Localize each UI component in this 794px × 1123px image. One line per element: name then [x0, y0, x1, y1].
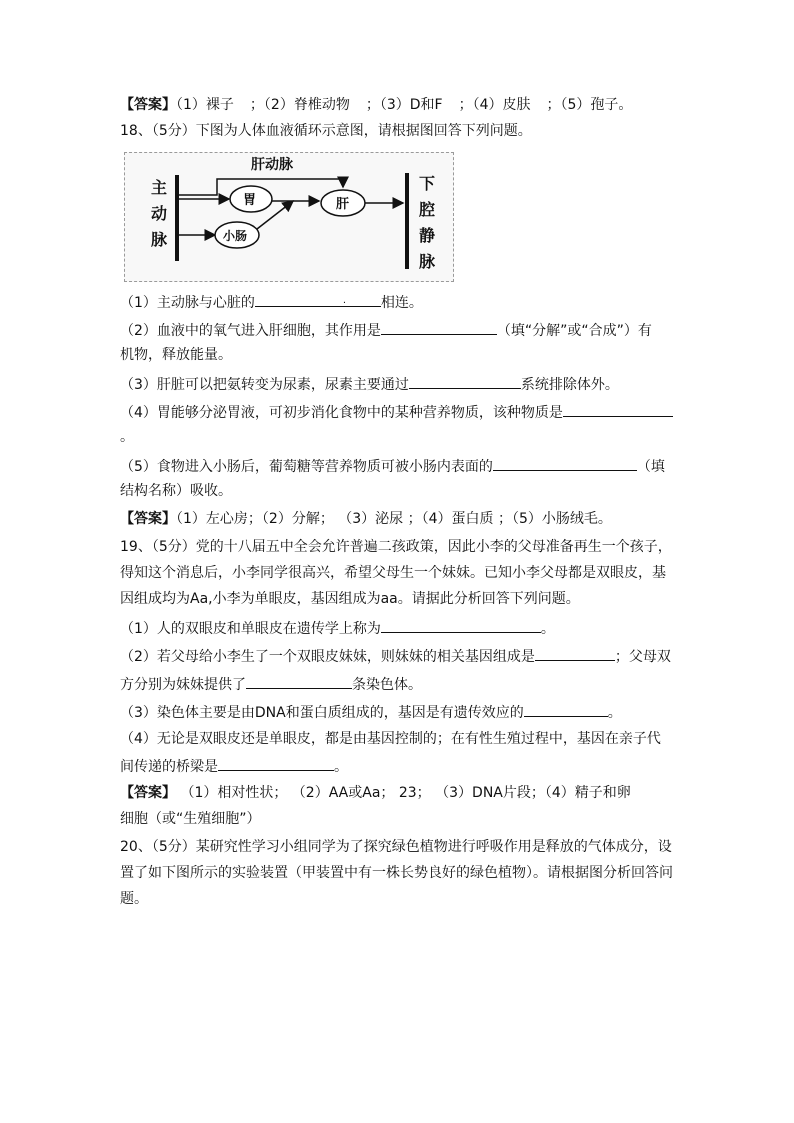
q19-answer-cont: 细胞（或“生殖细胞”） — [120, 811, 261, 827]
answer-blank — [381, 616, 541, 633]
answer-blank — [493, 454, 637, 471]
diagram-svg — [125, 153, 453, 281]
blood-circulation-diagram — [124, 152, 454, 282]
q20-stem-3: 题。 — [120, 891, 148, 907]
q19-sub2: （2）若父母给小李生了一个双眼皮妹妹，则妹妹的相关基因组成是 ；父母双 — [120, 644, 671, 666]
aorta-label-char: 主 — [151, 178, 168, 197]
aorta-label-char: 脉 — [151, 230, 168, 249]
q19-sub4-cont: 间传递的桥梁是 。 — [120, 754, 348, 776]
q18-sub4-cont: 。 — [120, 429, 134, 445]
q18-sub2-cont: 机物，释放能量。 — [120, 347, 232, 363]
answer-blank — [409, 372, 521, 389]
answer-part: ；（2）脊椎动物 — [249, 97, 350, 113]
q19-sub2-cont: 方分别为妹妹提供了 条染色体。 — [120, 672, 422, 694]
answer-blank: . — [255, 290, 381, 307]
q18-sub4: （4）胃能够分泌胃液，可初步消化食物中的某种营养物质，该种物质是 — [120, 400, 673, 422]
answer-blank — [218, 754, 334, 771]
ivc-label-char: 脉 — [419, 252, 436, 271]
q20-stem-2: 置了如下图所示的实验装置（甲装置中有一株长势良好的绿色植物）。请根据图分析回答问 — [120, 865, 673, 881]
q19-sub3: （3）染色体主要是由DNA和蛋白质组成的，基因是有遗传效应的 。 — [120, 700, 622, 722]
ivc-label-char: 下 — [419, 174, 436, 193]
q18-sub2: （2）血液中的氧气进入肝细胞，其作用是 （填“分解”或“合成”）有 — [120, 318, 652, 340]
q18-sub3: （3）肝脏可以把氨转变为尿素，尿素主要通过 系统排除体外。 — [120, 372, 619, 394]
answer-blank — [381, 318, 497, 335]
answer-part: ；（3）D和F — [365, 97, 443, 113]
ivc-label-char: 静 — [419, 226, 436, 245]
q18-stem — [120, 120, 532, 142]
q19-stem-1: 19、（5分）党的十八届五中全会允许普遍二孩政策，因此小李的父母准备再生一个孩子， — [120, 539, 672, 555]
q19-sub4: （4）无论是双眼皮还是单眼皮，都是由基因控制的；在有性生殖过程中，基因在亲子代 — [120, 731, 661, 747]
answer-blank — [563, 400, 673, 417]
question-text: 18、（5分）下图为人体血液循环示意图，请根据图回答下列问题。 — [120, 123, 532, 139]
answer-part: ；（4）皮肤 — [458, 97, 531, 113]
answer-tag: 【答案】 — [120, 785, 176, 801]
q18-sub5: （5）食物进入小肠后，葡萄糖等营养物质可被小肠内表面的 （填 — [120, 454, 665, 476]
q18-answer: 【答案】（1）左心房；（2）分解； （3）泌尿 ；（4）蛋白质 ；（5）小肠绒毛。 — [120, 511, 612, 527]
small-intestine-label: 小肠 — [223, 229, 248, 243]
answer-blank — [246, 672, 352, 689]
q18-sub5-cont: 结构名称）吸收。 — [120, 483, 232, 499]
stomach-label: 胃 — [243, 193, 257, 208]
q17-answer-line — [120, 94, 632, 116]
aorta-label-char: 动 — [151, 204, 168, 223]
hepatic-artery-label: 肝动脉 — [251, 157, 293, 173]
q19-stem-3: 因组成均为Aa,小李为单眼皮，基因组成为aa。请据此分析回答下列问题。 — [120, 591, 580, 607]
answer-tag: 【答案】 — [120, 97, 176, 113]
q18-sub1: （1）主动脉与心脏的 . 相连。 — [120, 290, 423, 312]
answer-blank — [535, 644, 615, 661]
ivc-label-char: 腔 — [419, 200, 436, 219]
q19-stem-2: 得知这个消息后，小李同学很高兴，希望父母生一个妹妹。已知小李父母都是双眼皮，基 — [120, 565, 666, 581]
answer-part: （1）裸子 — [176, 97, 234, 113]
answer-blank — [524, 700, 608, 717]
q19-answer: 【答案】 （1）相对性状； （2）AA或Aa； 23； （3）DNA片段；（4）精子和卵 — [120, 785, 631, 801]
q20-stem-1: 20、（5分）某研究性学习小组同学为了探究绿色植物进行呼吸作用是释放的气体成分，设 — [120, 839, 672, 855]
answer-tag: 【答案】 — [120, 511, 176, 527]
answer-part: ；（5）孢子。 — [546, 97, 633, 113]
q19-sub1: （1）人的双眼皮和单眼皮在遗传学上称为 。 — [120, 616, 555, 638]
liver-label: 肝 — [336, 197, 350, 212]
